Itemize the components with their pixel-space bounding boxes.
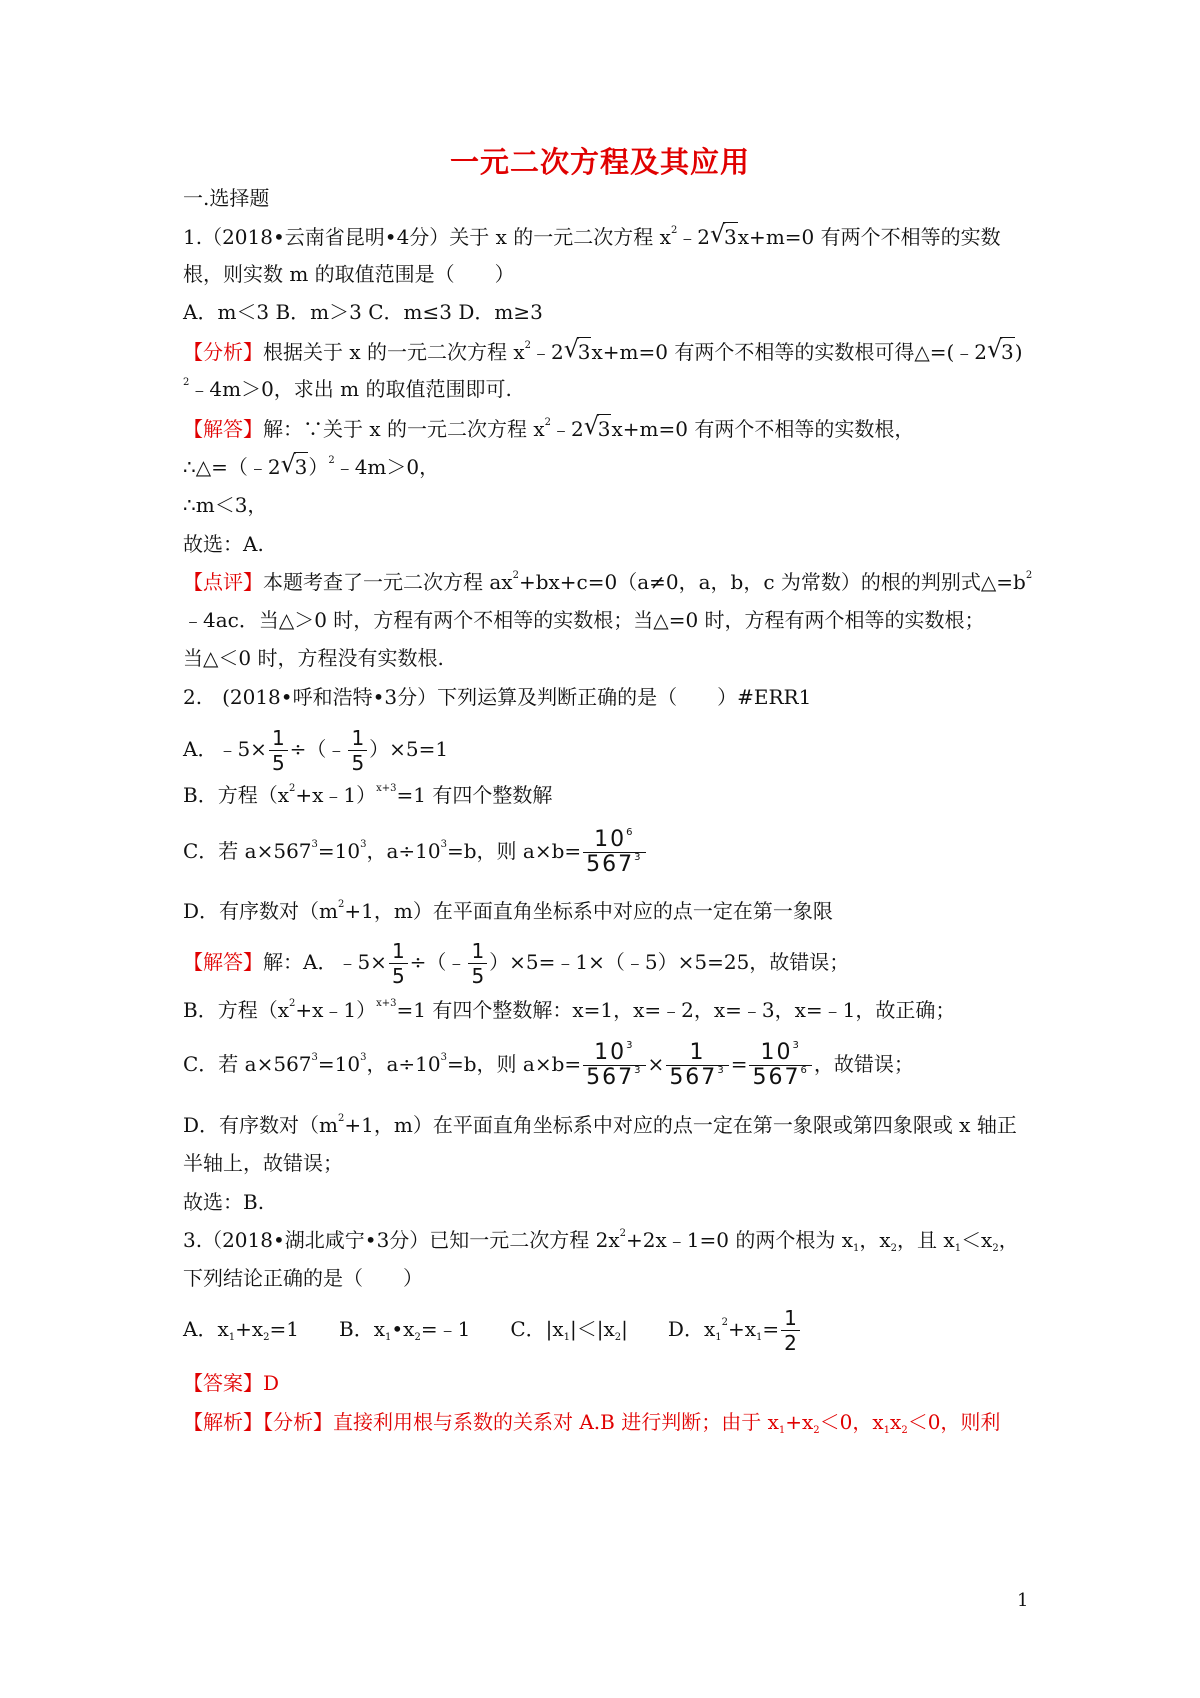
q3-answer: 【答案】D (183, 1371, 280, 1395)
q2-option-d: D．有序数对（$m^2+1$，m）在平面直角坐标系中对应的点一定在第一象限 (183, 899, 833, 923)
q1-analysis-line1: 【分析】根据关于 x 的一元二次方程 $x^2﹣2$ √ 3x+m=0 有两个不相等的实数根可得△=(﹣2 √ 3) (183, 335, 1023, 364)
q3-analysis: 【解析】【分析】直接利用根与系数的关系对 A.B 进行判断；由于 $x_1+x_2<0$，$x_1x_2<0$，则利 (183, 1410, 1001, 1436)
sqrt-symbol: √ 3 (710, 220, 737, 249)
q2-solution-c: C．若 $a\times 567^3=10^3$，$a\div 10^3=b$，则 a×b= $\frac{10^3}{567^3}$ × $\frac{1}{567^3}$ = $\frac{10^3}{567^6}$ ，故错误； (183, 1040, 914, 1090)
q1-solution-line1: 【解答】解：∵关于 x 的一元二次方程 $x^2﹣2$ √ 3x+m=0 有两个不相等的实数根， (183, 412, 915, 441)
page-title: 一元二次方程及其应用 (449, 145, 750, 179)
q2-solution-a: 【解答】解：A．﹣5× $\frac{1}{5}$ ÷（﹣ $\frac{1}{5}$ ）×5=﹣1×（﹣5）×5=25，故错误； (183, 939, 850, 988)
q1-comment-line1: 【点评】本题考查了一元二次方程 $ax^2+bx+c=0(a\ne 0$，a，b，c 为常数）的根的判别式$\triangle=b^2$ (183, 570, 1033, 594)
q2-stem: 2. (2018•呼和浩特•3分）下列运算及判断正确的是（ ）#ERR1 (183, 685, 812, 709)
fraction: $\frac{1}{5}$ (269, 726, 288, 775)
section-heading: 一.选择题 (183, 186, 270, 210)
q2-option-c: C．若 $a\times 567^3=10^3$，$a\div 10^3=b$，则 a×b= $\frac{10^6}{567^3}$ (183, 827, 648, 877)
q1-answer: 故选：A. (183, 532, 264, 556)
page-number: 1 (1017, 1590, 1029, 1611)
q2-option-b: B．方程$(x^2+x﹣1)^{x+3}=1$ 有四个整数解 (183, 783, 553, 807)
q1-analysis-line2: $^2$﹣4m＞0，求出 m 的取值范围即可. (183, 377, 512, 401)
q1-options: A．m＜3 B．m＞3 C．m≤3 D．m≥3 (183, 300, 543, 324)
q3-stem-line1: 3.（2018•湖北咸宁•3分）已知一元二次方程 $2x^2+2x﹣1=0$ 的两个根为 $x_1$，$x_2$，且 $x_1<x_2$， (183, 1228, 1019, 1254)
q3-stem-line2: 下列结论正确的是（ ） (183, 1266, 423, 1290)
q2-solution-d-line1: D．有序数对（$m^2+1$，m）在平面直角坐标系中对应的点一定在第一象限或第四象限或 x 轴正 (183, 1113, 1017, 1137)
q1-stem-line2: 根，则实数 m 的取值范围是（ ） (183, 262, 515, 286)
fraction: $\frac{10^6}{567^3}$ (583, 828, 645, 877)
q2-solution-d-line2: 半轴上，故错误； (183, 1151, 343, 1175)
q3-options: A．$x_1+x_2=1$ B．$x_1•x_2=﹣1$ C．$|x_1|<|x_2|$ D．$x_1^2+x_1=$ $\frac{1}{2}$ (183, 1305, 802, 1355)
q2-solution-b: B．方程$(x^2+x﹣1)^{x+3}=1$ 有四个整数解：x=1，x=﹣2，x=﹣3，x=﹣1，故正确； (183, 998, 956, 1022)
q1-comment-line3: 当△＜0 时，方程没有实数根. (183, 646, 444, 670)
q1-solution-line3: ∴m＜3， (183, 493, 268, 517)
q1-solution-line2: ∴△=（﹣2 √ 3）$^2$﹣4m＞0， (183, 450, 440, 479)
q2-answer: 故选：B. (183, 1190, 265, 1214)
q1-stem-line1: 1.（2018•云南省昆明•4分）关于 x 的一元二次方程 $x^2﹣2$ √ 3x+m=0 有两个不相等的实数 (183, 220, 1001, 249)
q1-comment-line2: ﹣4ac．当△＞0 时，方程有两个不相等的实数根；当△=0 时，方程有两个相等的实数根； (183, 608, 985, 632)
q2-option-a: A．﹣5× $\frac{1}{5}$ ÷（﹣ $\frac{1}{5}$ ）×5=1 (183, 726, 449, 775)
